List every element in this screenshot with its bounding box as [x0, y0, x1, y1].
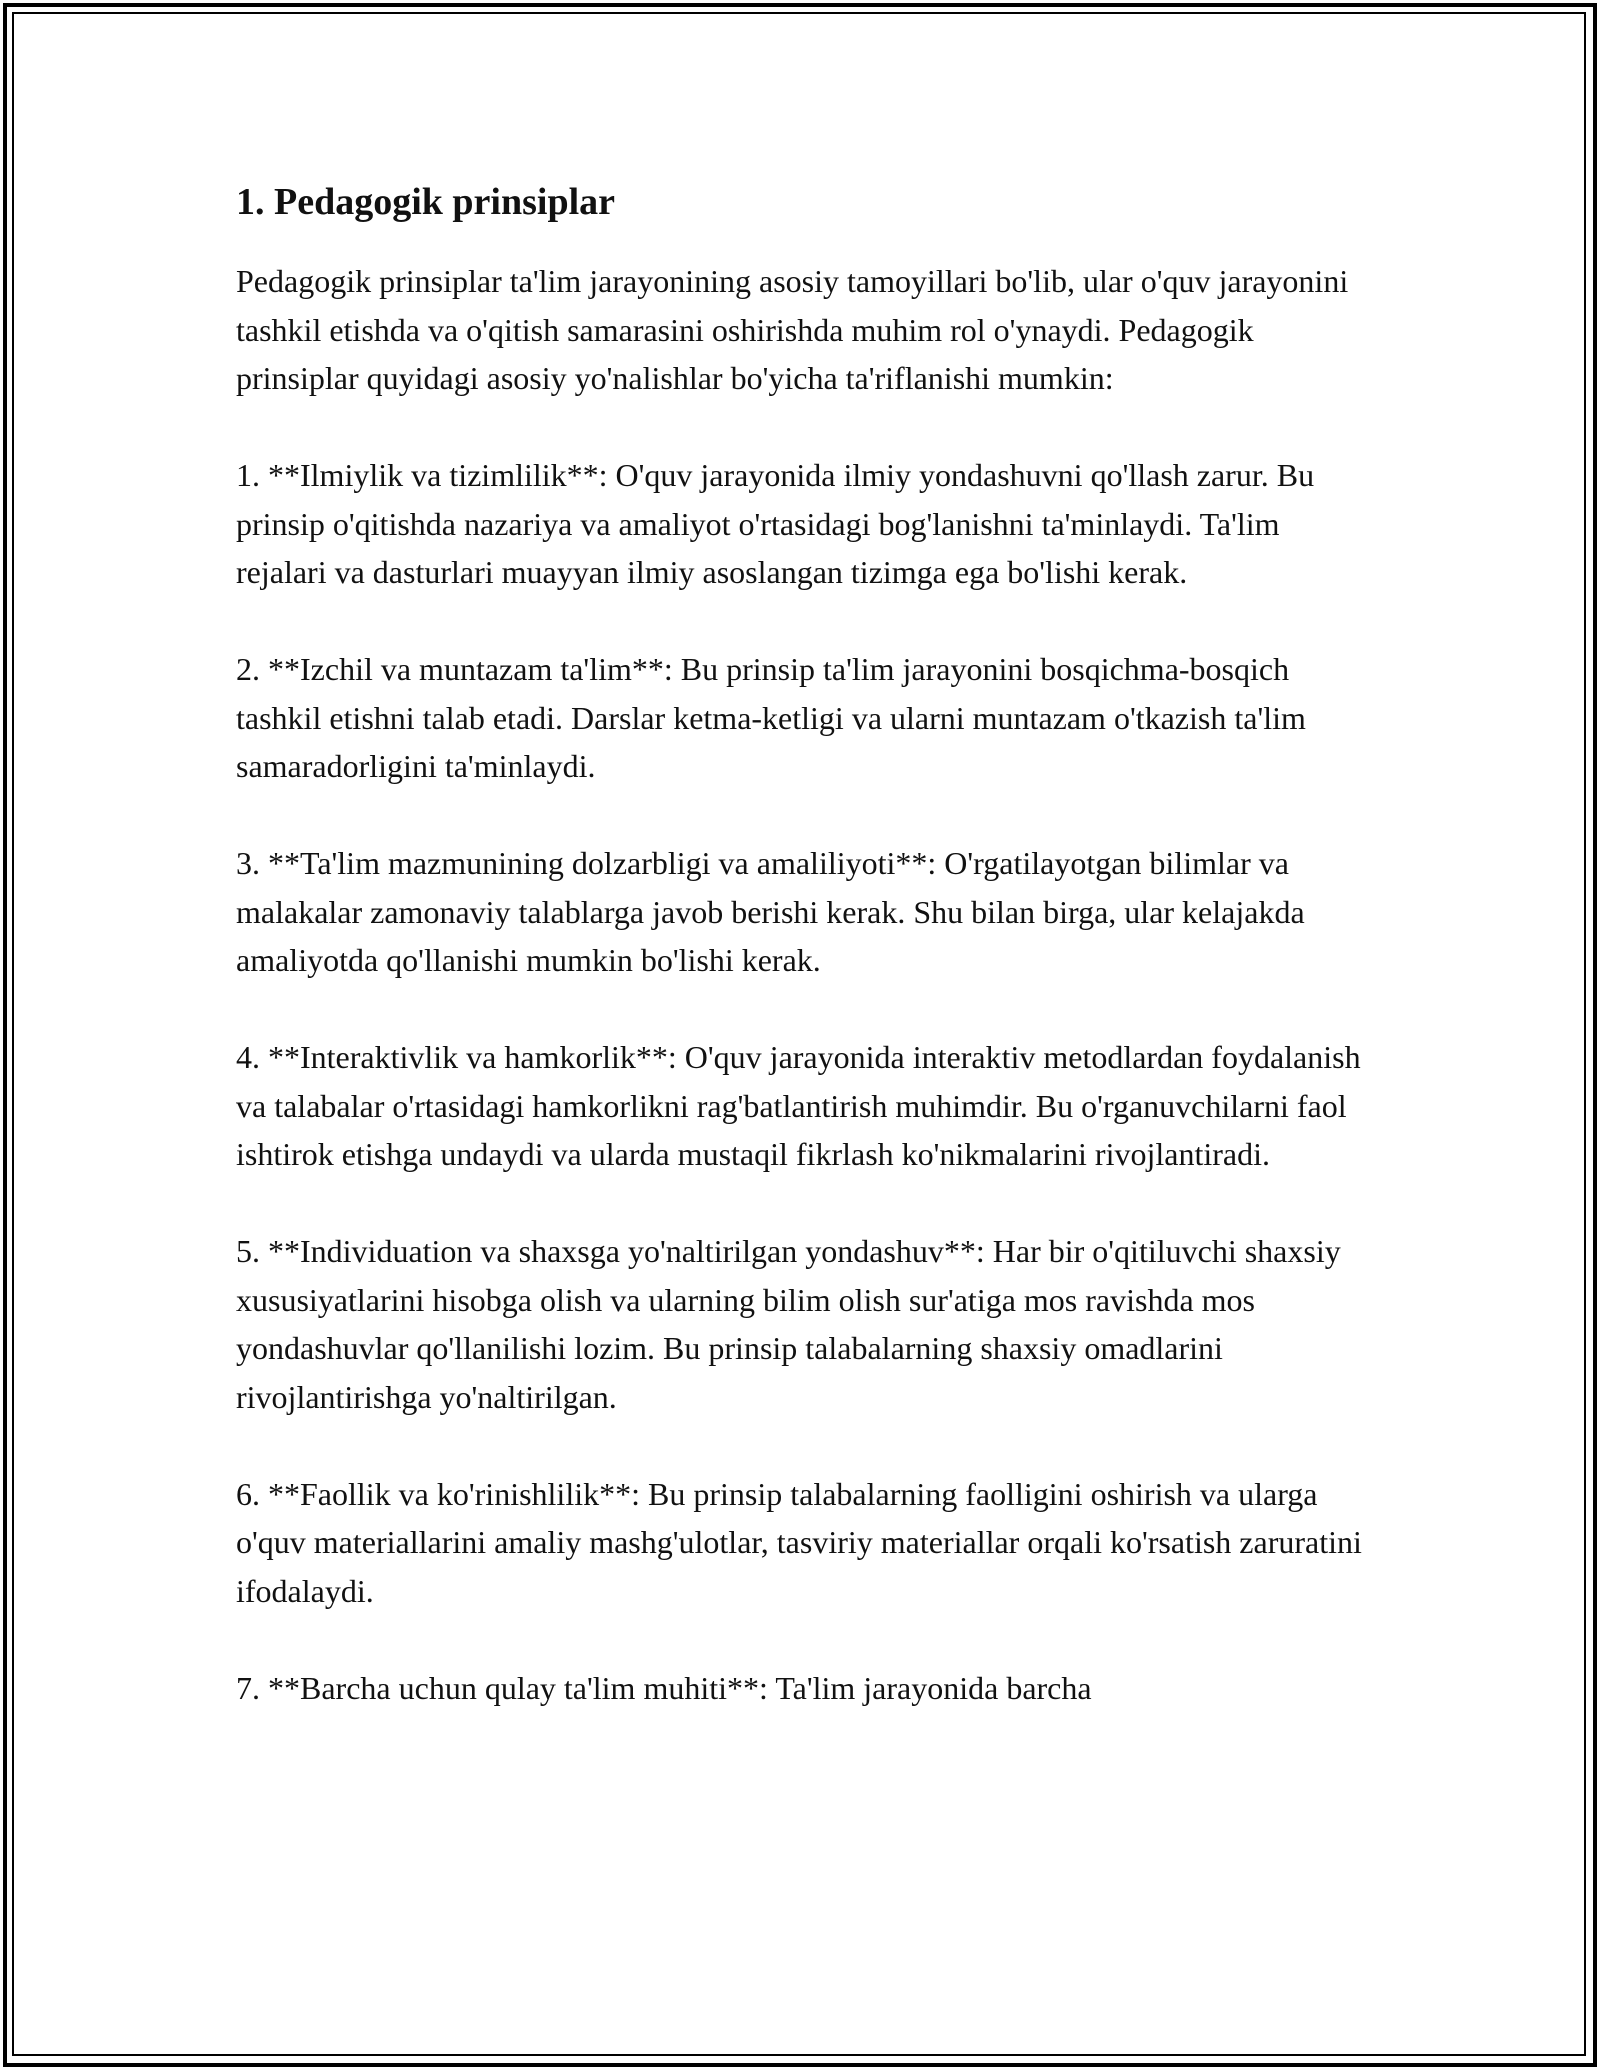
principle-6-paragraph: 6. **Faollik va ko'rinishlilik**: Bu prinsip talabalarning faolligini oshirish va ularga o'quv materiallarini amaliy mashg'ulotlar, tasviriy materiallar orqali ko'rsatish zaruratini ifodalaydi.: [236, 1475, 1362, 1609]
intro-paragraph: Pedagogik prinsiplar ta'lim jarayonining asosiy tamoyillari bo'lib, ular o'quv jarayonini tashkil etishda va o'qitish samarasini oshirishda muhim rol o'ynaydi. Pedagogik prinsiplar quyidagi asosiy yo'nalishlar bo'yicha ta'riflanishi mumkin:: [236, 263, 1349, 397]
principle-1-paragraph: 1. **Ilmiylik va tizimlilik**: O'quv jarayonida ilmiy yondashuvni qo'llash zarur. Bu prinsip o'qitishda nazariya va amaliyot o'rtasidagi bog'lanishni ta'minlaydi. Ta'lim rejalari va dasturlari muayyan ilmiy asoslangan tizimga ega bo'lishi kerak.: [236, 457, 1315, 591]
principle-5-paragraph: 5. **Individuation va shaxsga yo'naltirilgan yondashuv**: Har bir o'qitiluvchi shaxsiy xususiyatlarini hisobga olish va ularning bilim olish sur'atiga mos ravishda mos yondashuvlar qo'llanilishi lozim. Bu prinsip talabalarning shaxsiy omadlarini rivojlantirishga yo'naltirilgan.: [236, 1233, 1341, 1415]
document-body: [236, 178, 1376, 1761]
principle-4-paragraph: 4. **Interaktivlik va hamkorlik**: O'quv jarayonida interaktiv metodlardan foydalanish va talabalar o'rtasidagi hamkorlikni rag'batlantirish muhimdir. Bu o'rganuvchilarni faol ishtirok etishga undaydi va ularda mustaqil fikrlash ko'nikmalarini rivojlantiradi.: [236, 1039, 1361, 1173]
principle-2-paragraph: 2. **Izchil va muntazam ta'lim**: Bu prinsip ta'lim jarayonini bosqichma-bosqich tashkil etishni talab etadi. Darslar ketma-ketligi va ularni muntazam o'tkazish ta'lim samaradorligini ta'minlaydi.: [236, 651, 1306, 785]
principle-3-paragraph: 3. **Ta'lim mazmunining dolzarbligi va amaliliyoti**: O'rgatilayotgan bilimlar va malakalar zamonaviy talablarga javob berishi kerak. Shu bilan birga, ular kelajakda amaliyotda qo'llanishi mumkin bo'lishi kerak.: [236, 845, 1305, 979]
section-heading: 1. Pedagogik prinsiplar: [236, 181, 615, 223]
principle-7-paragraph: 7. **Barcha uchun qulay ta'lim muhiti**: Ta'lim jarayonida barcha: [236, 1669, 1092, 1706]
